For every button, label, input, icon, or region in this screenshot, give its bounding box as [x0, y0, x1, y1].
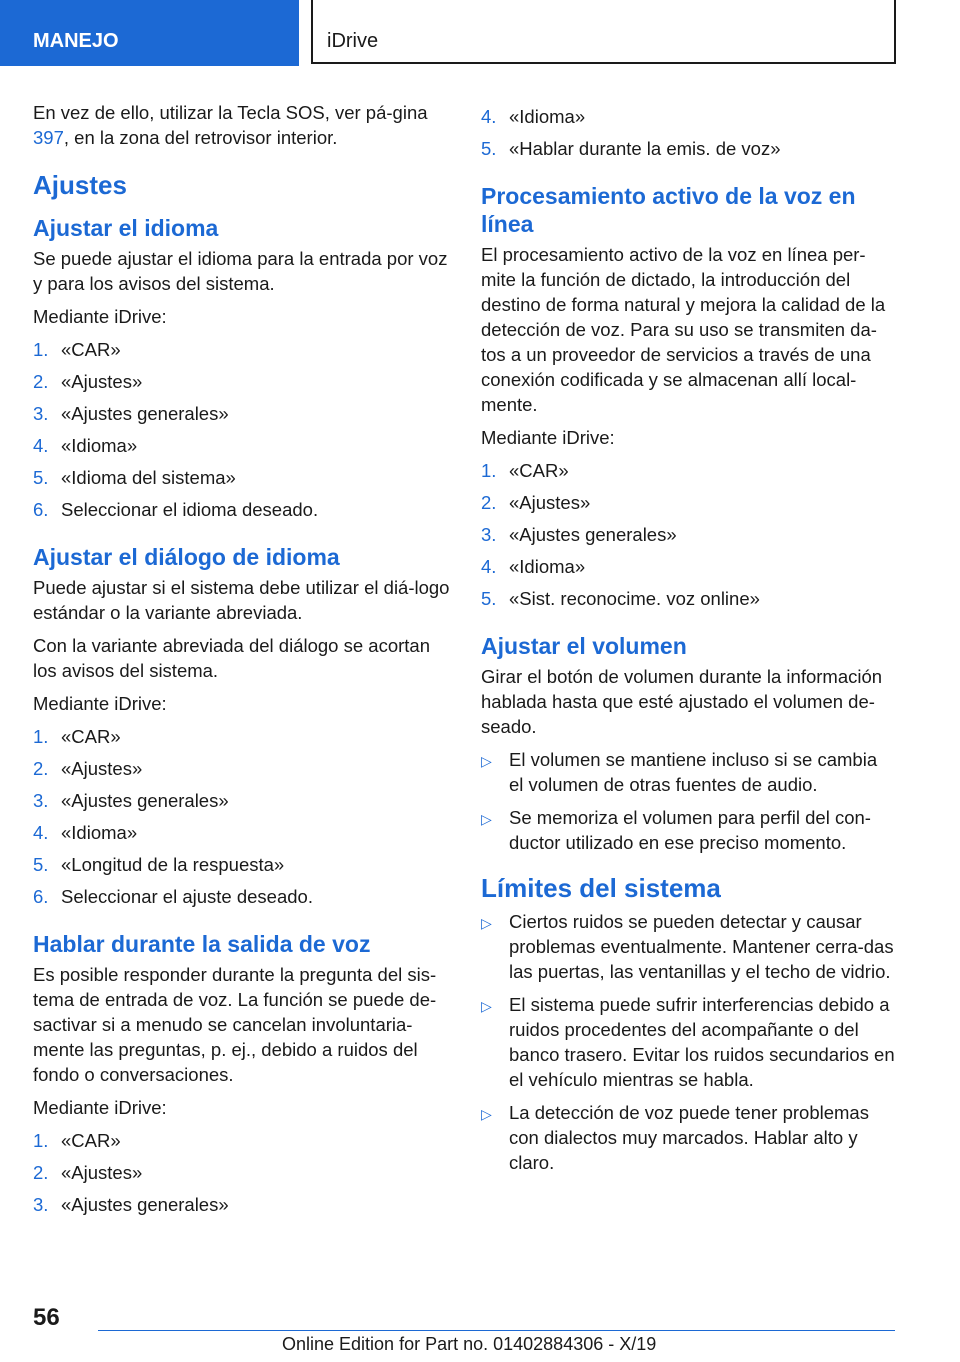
- dialog-body-1: Puede ajustar si el sistema debe utilizar el diá-logo estándar o la variante abreviada.: [33, 577, 450, 623]
- online-steps: [481, 458, 896, 618]
- triangle-bullet-icon: ▷: [481, 811, 492, 827]
- lang-heading: Ajustar el idioma: [33, 215, 219, 241]
- left-column: [33, 100, 451, 1236]
- right-column: [481, 100, 896, 1185]
- volume-body: Girar el botón de volumen durante la información hablada hasta que esté ajustado el volumen de-seado.: [481, 666, 883, 737]
- triangle-bullet-icon: ▷: [481, 753, 492, 769]
- dialog-body-2: Con la variante abreviada del diálogo se acortan los avisos del sistema.: [33, 635, 430, 681]
- list-item: ▷ El volumen se mantiene incluso si se cambia el volumen de otras fuentes de audio.: [481, 749, 878, 795]
- talk-steps: [33, 1128, 451, 1224]
- volume-heading: Ajustar el volumen: [481, 633, 687, 659]
- list-item: 1. «CAR»: [481, 460, 569, 481]
- limits-heading: Límites del sistema: [481, 873, 721, 903]
- talk-steps-continued: [481, 104, 896, 168]
- chapter-title: iDrive: [311, 0, 896, 64]
- list-item: 3. «Ajustes generales»: [33, 790, 229, 811]
- list-item: ▷ La detección de voz puede tener problemas con dialectos muy marcados. Hablar alto y claro.: [481, 1102, 869, 1173]
- list-item: ▷ El sistema puede sufrir interferencias debido a ruidos procedentes del acompañante o del banco trasero. Evitar los ruidos secundarios en el vehículo mientras se habla.: [481, 994, 895, 1090]
- talk-body: Es posible responder durante la pregunta del sis-tema de entrada de voz. La función se puede de-sactivar si a menudo se cancelan involuntaria-mente las preguntas, p. ej., debido a ruidos del fondo o conversaciones.: [33, 964, 437, 1085]
- list-item: 2. «Ajustes»: [33, 1162, 143, 1183]
- list-item: 4. «Idioma»: [481, 106, 586, 127]
- section-tab: MANEJO: [0, 0, 299, 66]
- triangle-bullet-icon: ▷: [481, 1106, 492, 1122]
- list-item: 3. «Ajustes generales»: [33, 1194, 229, 1215]
- list-item: 1. «CAR»: [33, 726, 121, 747]
- triangle-bullet-icon: ▷: [481, 998, 492, 1014]
- list-item: 3. «Ajustes generales»: [481, 524, 677, 545]
- list-item: 6. Seleccionar el ajuste deseado.: [33, 886, 313, 907]
- talk-heading: Hablar durante la salida de voz: [33, 931, 371, 957]
- edition-note: Online Edition for Part no. 01402884306 - X/19: [282, 1334, 657, 1354]
- talk-via: Mediante iDrive:: [33, 1097, 167, 1118]
- settings-heading: Ajustes: [33, 170, 127, 200]
- list-item: ▷ Se memoriza el volumen para perfil del con-ductor utilizado en ese preciso momento.: [481, 807, 871, 853]
- online-body: El procesamiento activo de la voz en línea per-mite la función de dictado, la introducción del destino de forma natural y mejora la calidad de la detección de voz. Para su uso se transmiten da-tos a un proveedor de servicios a través de una conexión codificada y se almacenan allí local-mente.: [481, 244, 886, 415]
- list-item: 4. «Idioma»: [481, 556, 586, 577]
- footer-divider: [98, 1330, 895, 1331]
- limits-bullets: [481, 909, 896, 1175]
- list-item: 1. «CAR»: [33, 339, 121, 360]
- list-item: 4. «Idioma»: [33, 435, 138, 456]
- list-item: 2. «Ajustes»: [481, 492, 591, 513]
- list-item: 5. «Idioma del sistema»: [33, 467, 236, 488]
- dialog-via: Mediante iDrive:: [33, 693, 167, 714]
- page-number: 56: [33, 1304, 60, 1331]
- volume-bullets: [481, 747, 896, 855]
- list-item: 3. «Ajustes generales»: [33, 403, 229, 424]
- lang-body: Se puede ajustar el idioma para la entrada por voz y para los avisos del sistema.: [33, 248, 448, 294]
- lang-via: Mediante iDrive:: [33, 306, 167, 327]
- online-via: Mediante iDrive:: [481, 427, 615, 448]
- list-item: 6. Seleccionar el idioma deseado.: [33, 499, 319, 520]
- list-item: 5. «Hablar durante la emis. de voz»: [481, 138, 781, 159]
- page-link[interactable]: 397: [33, 127, 64, 148]
- list-item: 5. «Longitud de la respuesta»: [33, 854, 285, 875]
- lang-steps: [33, 337, 451, 529]
- triangle-bullet-icon: ▷: [481, 915, 492, 931]
- list-item: 4. «Idioma»: [33, 822, 138, 843]
- intro-paragraph: En vez de ello, utilizar la Tecla SOS, ver pá-gina 397, en la zona del retrovisor interior.: [33, 102, 428, 148]
- online-heading: Procesamiento activo de la voz en línea: [481, 183, 856, 237]
- dialog-steps: [33, 724, 451, 916]
- list-item: 1. «CAR»: [33, 1130, 121, 1151]
- list-item: 5. «Sist. reconocime. voz online»: [481, 588, 760, 609]
- list-item: 2. «Ajustes»: [33, 758, 143, 779]
- list-item: ▷ Ciertos ruidos se pueden detectar y causar problemas eventualmente. Mantener cerra-das las puertas, las ventanillas y el techo de vidrio.: [481, 911, 894, 982]
- list-item: 2. «Ajustes»: [33, 371, 143, 392]
- dialog-heading: Ajustar el diálogo de idioma: [33, 544, 340, 570]
